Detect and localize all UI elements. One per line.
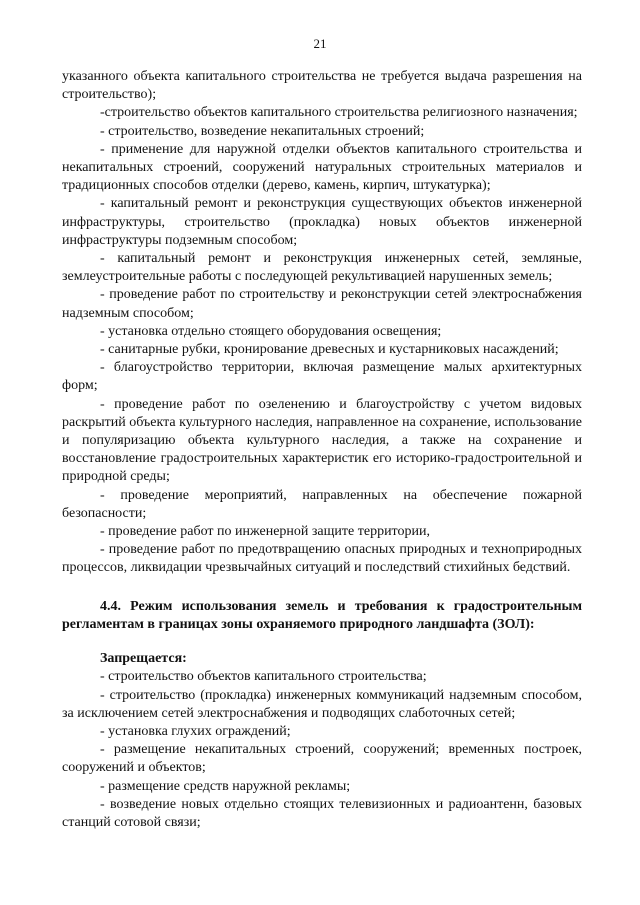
list-item: указанного объекта капитального строительства не требуется выдача разрешения на строительство); (62, 69, 582, 103)
list-item: - возведение новых отдельно стоящих телевизионных и радиоантенн, базовых станций сотовой связи; (62, 796, 582, 830)
list-item: - проведение работ по инженерной защите территории, (100, 524, 430, 540)
prohibited-list (62, 668, 582, 832)
list-item: - проведение работ по предотвращению опасных природных и технoприродных процессов, ликвидации чрезвычайных ситуаций и последствий стихийных бедствий. (62, 542, 582, 576)
list-item: - проведение мероприятий, направленных на обеспечение пожарной безопасности; (62, 487, 582, 521)
list-item: - проведение работ по озеленению и благоустройству с учетом видовых раскрытий объекта культурного наследия, направленное на сохранение, использование и популяризацию объекта культурного наследия, а также на сохранение и восстановление градостроительных характеристик его историко-градостроительной и природной среды; (62, 396, 582, 485)
list-item: - строительство (прокладка) инженерных коммуникаций надземным способом, за исключением сетей электроснабжения и подводящих слаботочных сетей; (62, 687, 582, 721)
list-item: -строительство объектов капитального строительства религиозного назначения; (100, 105, 578, 121)
section-heading: 4.4. Режим использования земель и требования к градостроительным регламентам в границах зоны охраняемого природного ландшафта (ЗОЛ): (62, 598, 582, 632)
list-item: - санитарные рубки, кронирование древесных и кустарниковых насаждений; (100, 342, 559, 358)
list-item: - строительство, возведение некапитальных строений; (100, 123, 425, 139)
list-item: - установка глухих ограждений; (100, 723, 291, 739)
prohibited-heading: Запрещается: (100, 651, 187, 667)
list-item: - капитальный ремонт и реконструкция существующих объектов инженерной инфраструктуры, строительство (прокладка) новых объектов инженерной инфраструктуры подземным способом; (62, 196, 582, 248)
list-item: - благоустройство территории, включая размещение малых архитектурных форм; (62, 360, 582, 394)
permitted-uses-list (62, 68, 582, 578)
page-number: 21 (313, 36, 327, 51)
list-item: - размещение некапитальных строений, сооружений; временных построек, сооружений и объектов; (62, 742, 582, 776)
list-item: - применение для наружной отделки объектов капитального строительства и некапитальных строений, сооружений натуральных строительных материалов и традиционных способов отделки (дерево, камень, кирпич, штукатурка); (62, 141, 582, 194)
list-item: - капитальный ремонт и реконструкция инженерных сетей, земляные, землеустроительные работы с последующей рекультивацией нарушенных земель; (62, 251, 582, 285)
document-body (62, 68, 582, 832)
list-item: - размещение средств наружной рекламы; (100, 778, 351, 794)
list-item: - строительство объектов капитального строительства; (100, 669, 427, 685)
list-item: - установка отдельно стоящего оборудования освещения; (100, 323, 442, 339)
list-item: - проведение работ по строительству и реконструкции сетей электроснабжения надземным способом; (62, 287, 582, 321)
